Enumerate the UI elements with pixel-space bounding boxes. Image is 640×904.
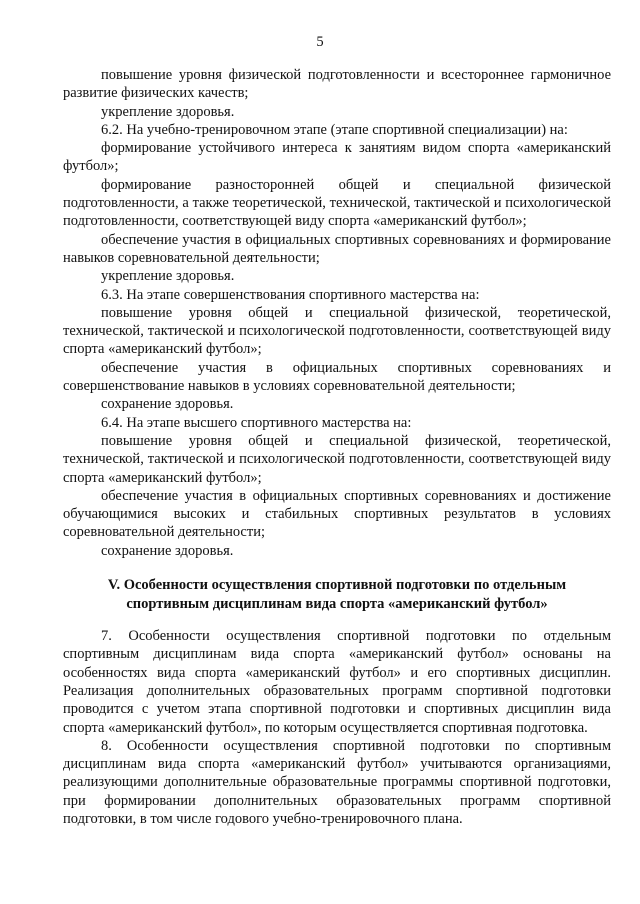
paragraph: 7. Особенности осуществления спортивной подготовки по отдельным спортивным дисциплинам вида спорта «американский футбол» основаны на особенностях вида спорта «американский футбол» и его спортивных дисциплин. Реализация дополнительных образовательных программ спортивной подготовки проводится с учетом этапа спортивной подготовки и спортивных дисциплин вида спорта «американский футбол», по которым осуществляется спортивная подготовка. xyxy=(63,628,611,736)
paragraph: формирование устойчивого интереса к занятиям видом спорта «американский футбол»; xyxy=(63,140,611,175)
paragraph: обеспечение участия в официальных спортивных соревнованиях и совершенствование навыков в условиях соревновательной деятельности; xyxy=(63,359,611,395)
paragraph: повышение уровня общей и специальной физической, теоретической, технической, тактической и психологической подготовленности, соответствующей виду спорта «американский футбол»; xyxy=(63,432,611,486)
paragraph: обеспечение участия в официальных спортивных соревнованиях и формирование навыков соревновательной деятельности; xyxy=(63,231,611,266)
paragraph: укрепление здоровья. xyxy=(101,268,235,285)
paragraph: формирование разносторонней общей и специальной физической подготовленности, а также теоретической, технической, тактической и психологической подготовленности, соответствующей виду спорта «американский футбол»; xyxy=(63,176,611,230)
document-body xyxy=(63,66,611,828)
section-heading: V. Особенности осуществления спортивной подготовки по отдельным спортивным дисциплинам вида спорта «американский футбол» xyxy=(107,577,567,612)
paragraph: 6.2. На учебно-тренировочном этапе (этапе спортивной специализации) на: xyxy=(101,121,568,138)
paragraph: повышение уровня общей и специальной физической, теоретической, технической, тактической и психологической подготовленности, соответствующей виду спорта «американский футбол»; xyxy=(63,304,611,358)
page-number: 5 xyxy=(316,34,324,50)
paragraph: укрепление здоровья. xyxy=(101,103,235,120)
paragraph: сохранение здоровья. xyxy=(101,542,234,559)
paragraph: 8. Особенности осуществления спортивной подготовки по спортивным дисциплинам вида спорта «американский футбол» учитываются организациями, реализующими дополнительные образовательные программы спортивной подготовки, при формировании дополнительных образовательных программ спортивной подготовки, в том числе годового учебно-тренировочного плана. xyxy=(63,737,611,827)
paragraph: сохранение здоровья. xyxy=(101,396,234,413)
paragraph: 6.3. На этапе совершенствования спортивного мастерства на: xyxy=(101,286,480,303)
paragraph: повышение уровня физической подготовленности и всестороннее гармоничное развитие физических качеств; xyxy=(63,67,611,102)
paragraph: 6.4. На этапе высшего спортивного мастерства на: xyxy=(101,414,412,431)
paragraph: обеспечение участия в официальных спортивных соревнованиях и достижение обучающимися высоких и стабильных спортивных результатов в условиях соревновательной деятельности; xyxy=(63,487,611,541)
